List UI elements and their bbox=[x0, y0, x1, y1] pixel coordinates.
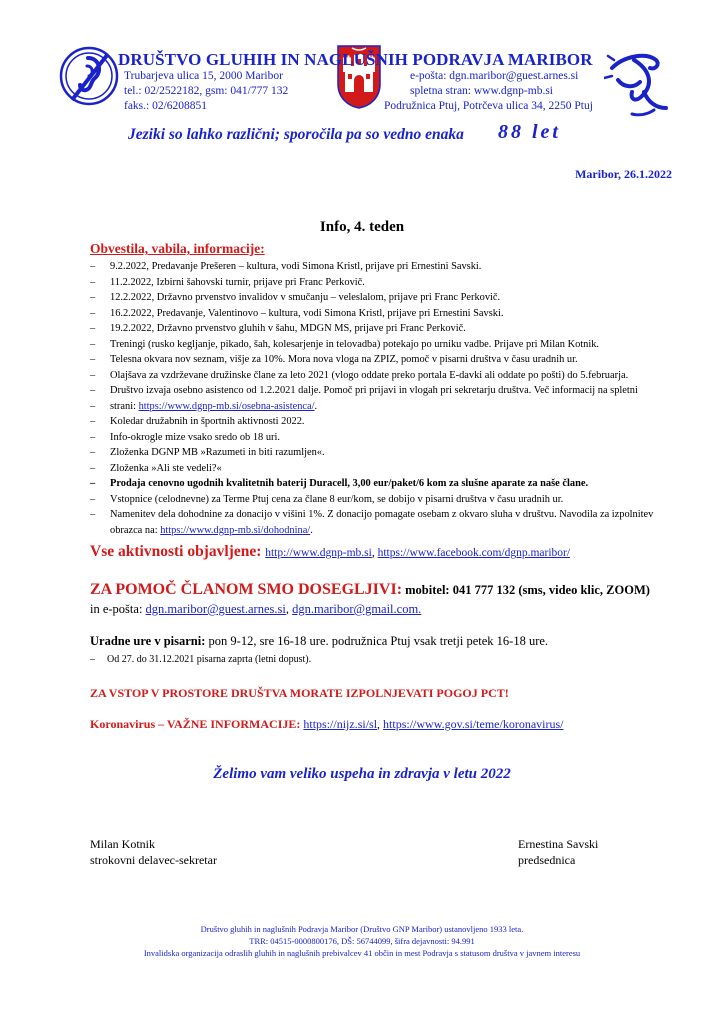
ticket-item: – Vstopnice (celodnevne) za Terme Ptuj cena za člane 8 eur/kom, se dobijo v pisarni društva v času uradnih ur. bbox=[90, 492, 670, 508]
activities-label: Vse aktivnosti objavljene: bbox=[90, 543, 262, 560]
tax-item-end: . bbox=[310, 524, 313, 536]
tax-item bbox=[90, 507, 670, 538]
section-heading: Obvestila, vabila, informacije: bbox=[90, 241, 265, 256]
org-email: e-pošta: dgn.maribor@guest.arnes.si bbox=[410, 70, 579, 82]
signature-right bbox=[518, 836, 598, 868]
help-mobile: mobitel: 041 777 132 (sms, video klic, ZOOM) bbox=[405, 583, 650, 597]
list-item: – Zloženka »Ali ste vedeli?« bbox=[90, 461, 670, 477]
help-contact bbox=[90, 580, 660, 619]
facebook-link[interactable]: https://www.facebook.com/dgnp.maribor/ bbox=[377, 547, 571, 559]
pct-notice: ZA VSTOP V PROSTORE DRUŠTVA MORATE IZPOLNJEVATI POGOJ PCT! bbox=[90, 686, 509, 700]
list-item: – 19.2.2022, Državno prvenstvo gluhih v šahu, MDGN MS, prijave pri Franc Perkovič. bbox=[90, 321, 670, 337]
org-address: Trubarjeva ulica 15, 2000 Maribor bbox=[124, 70, 283, 82]
signer-name: Ernestina Savski bbox=[518, 837, 599, 851]
tax-link[interactable]: https://www.dgnp-mb.si/dohodnina/ bbox=[160, 524, 311, 536]
list-item: – 9.2.2022, Predavanje Prešeren – kultura, vodi Simona Kristl, prijave pri Ernestini Savski. bbox=[90, 259, 670, 275]
years-badge: 88 let bbox=[498, 121, 561, 143]
org-fax: faks.: 02/6208851 bbox=[124, 100, 208, 112]
list-item: – strani: https://www.dgnp-mb.si/osebna-asistenca/. bbox=[90, 399, 670, 415]
asistenca-link[interactable]: https://www.dgnp-mb.si/osebna-asistenca/ bbox=[138, 400, 315, 412]
footer-line: TRR: 04515-0000800176, DŠ: 56744099, šifra dejavnosti: 94.991 bbox=[249, 936, 475, 946]
hours-text: pon 9-12, sre 16-18 ure. podružnica Ptuj vsak tretji petek 16-18 ure. bbox=[208, 634, 549, 648]
list-item: – Društvo izvaja osebno asistenco od 1.2.2021 dalje. Pomoč pri prijavi in vlogah pri sekretarju društva. Več informacij na spletni bbox=[90, 383, 670, 399]
help-heading: ZA POMOČ ČLANOM SMO DOSEGLJIVI: bbox=[90, 581, 403, 598]
slogan: Jeziki so lahko različni; sporočila pa so vedno enaka bbox=[128, 126, 464, 143]
nijz-link[interactable]: https://nijz.si/sl bbox=[303, 717, 378, 731]
signature-left bbox=[90, 836, 217, 868]
footer-line: Društvo gluhih in naglušnih Podravja Maribor (Društvo GNP Maribor) ustanovljeno 1933 leta. bbox=[200, 924, 524, 934]
tax-item-text: Namenitev dela dohodnine za donacijo v višini 1%. Z donacijo pomagate osebam z okvaro sluha v društvu. Navodila za izpolnitev obrazca na: bbox=[110, 509, 654, 536]
wish-message: Želimo vam veliko uspeha in zdravja v letu 2022 bbox=[213, 766, 511, 782]
battery-item: – Prodaja cenovno ugodnih kvalitetnih baterij Duracell, 3,00 eur/paket/6 kom za slušne aparate za naše člane. bbox=[90, 476, 670, 492]
list-item: – 16.2.2022, Predavanje, Valentinovo – kultura, vodi Simona Kristl, prijave pri Ernestini Savski. bbox=[90, 306, 670, 322]
signer-role: predsednica bbox=[518, 853, 576, 867]
sign-language-hand-icon bbox=[604, 48, 670, 118]
link-separator: , bbox=[371, 547, 378, 559]
hours-label: Uradne ure v pisarni: bbox=[90, 634, 206, 648]
list-item: – 12.2.2022, Državno prvenstvo invalidov v smučanju – veleslalom, prijave pri Franc Perkovič. bbox=[90, 290, 670, 306]
list-item: – Olajšava za vzdrževane družinske člane za leto 2021 (vlogo oddate preko portala E-davki ali oddate po pošti) do 5.februarja. bbox=[90, 368, 670, 384]
list-item: – 11.2.2022, Izbirni šahovski turnir, prijave pri Franc Perkovič. bbox=[90, 275, 670, 291]
document-date: Maribor, 26.1.2022 bbox=[575, 167, 672, 181]
list-item: – Koledar družabnih in športnih aktivnosti 2022. bbox=[90, 414, 670, 430]
list-item: – Zloženka DGNP MB »Razumeti in biti razumljen«. bbox=[90, 445, 670, 461]
activities-line bbox=[90, 543, 570, 561]
gov-link[interactable]: https://www.gov.si/teme/koronavirus/ bbox=[383, 717, 564, 731]
list-item: – Info-okrogle mize vsako sredo ob 18 uri. bbox=[90, 430, 670, 446]
list-item: – Telesna okvara nov seznam, višje za 10%. Mora nova vloga na ZPIZ, pomoč v pisarni društva v času uradnih ur. bbox=[90, 352, 670, 368]
corona-separator: , bbox=[377, 717, 384, 731]
deaf-ear-logo-icon bbox=[58, 42, 120, 112]
signer-name: Milan Kotnik bbox=[90, 837, 155, 851]
org-phone: tel.: 02/2522182, gsm: 041/777 132 bbox=[124, 85, 289, 97]
org-name: DRUŠTVO GLUHIH IN NAGLUŠNIH PODRAVJA MARIBOR bbox=[118, 50, 593, 69]
email-separator: , bbox=[285, 602, 293, 616]
page-title: Info, 4. teden bbox=[319, 219, 405, 235]
signer-role: strokovni delavec-sekretar bbox=[90, 853, 217, 867]
website-link[interactable]: http://www.dgnp-mb.si bbox=[265, 547, 372, 559]
announcements-list bbox=[90, 259, 670, 538]
email-link-gmail[interactable]: dgn.maribor@gmail.com. bbox=[292, 602, 422, 616]
asistenca-prefix: strani: bbox=[110, 400, 139, 412]
org-branch: Podružnica Ptuj, Potrčeva ulica 34, 2250 Ptuj bbox=[384, 100, 593, 112]
org-web: spletna stran: www.dgnp-mb.si bbox=[410, 85, 553, 97]
list-item: – Treningi (rusko kegljanje, pikado, šah, kolesarjenje in telovadba) potekajo po urniku vadbe. Prijave pri Milan Kotnik. bbox=[90, 337, 670, 353]
email-link-arnes[interactable]: dgn.maribor@guest.arnes.si bbox=[145, 602, 286, 616]
page-footer bbox=[0, 923, 724, 959]
footer-line: Invalidska organizacija odraslih gluhih in naglušnih prebivalcev 41 občin in mest Podravja s statusom društva v javnem interesu bbox=[143, 948, 581, 958]
office-hours bbox=[90, 634, 548, 649]
corona-label: Koronavirus – VAŽNE INFORMACIJE: bbox=[90, 717, 301, 731]
hours-note: – Od 27. do 31.12.2021 pisarna zaprta (letni dopust). bbox=[90, 654, 311, 665]
corona-info bbox=[90, 717, 563, 732]
help-email-prefix: in e-pošta: bbox=[90, 602, 143, 616]
